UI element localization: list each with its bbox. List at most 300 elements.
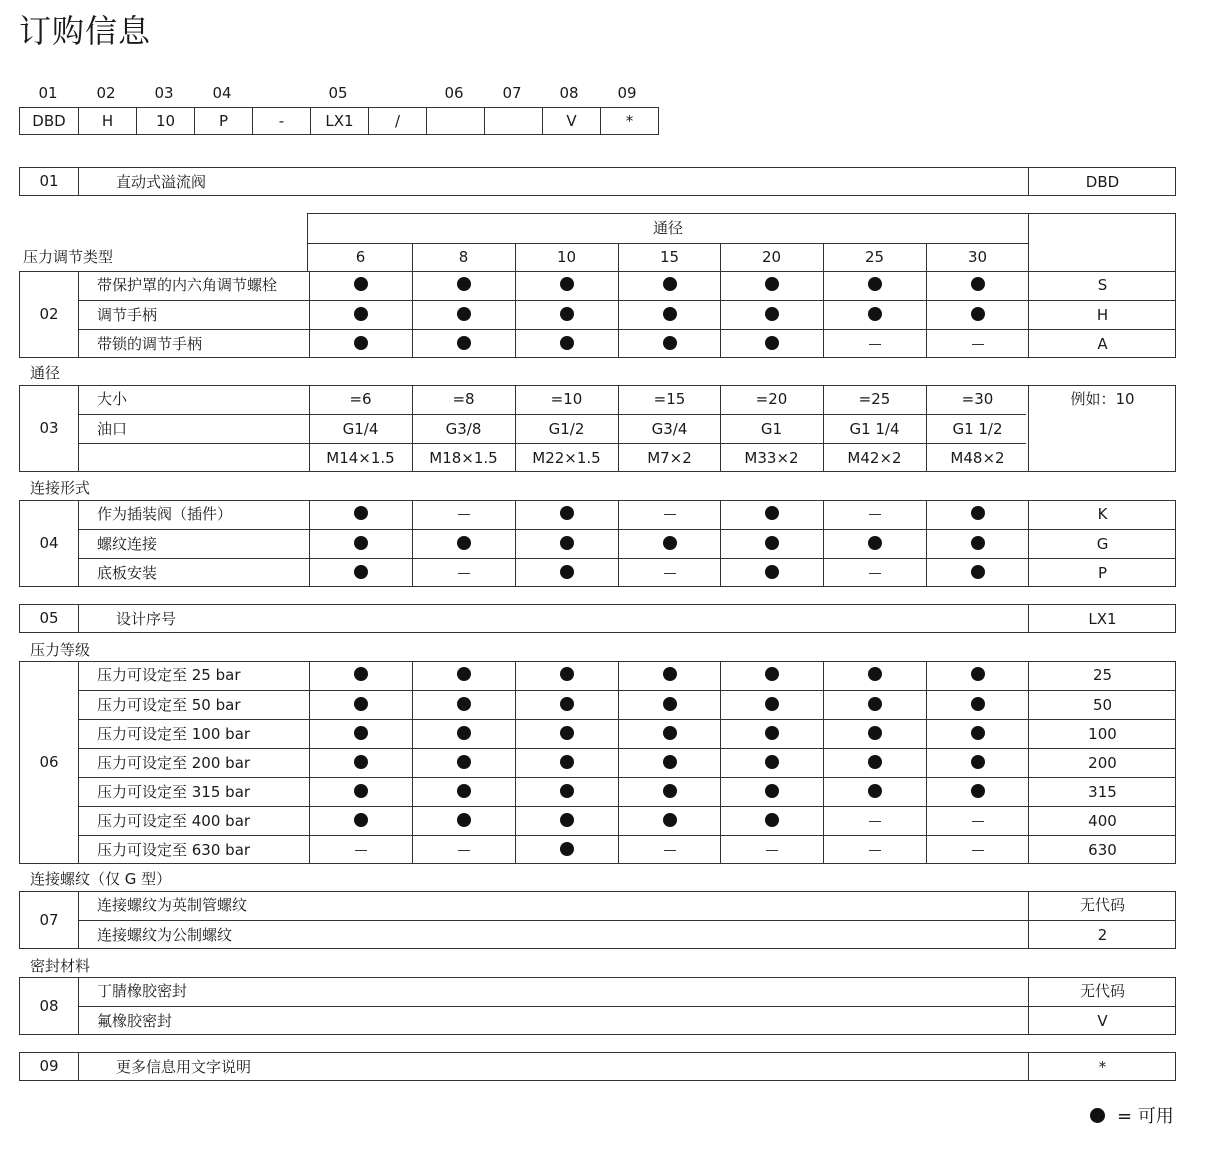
availability-cell — [515, 661, 618, 690]
section-number: 08 — [39, 997, 59, 1015]
available-dot-icon — [868, 667, 882, 681]
available-dot-icon — [971, 506, 985, 520]
available-dot-icon — [765, 755, 779, 769]
section-number: 01 — [39, 172, 59, 190]
order-code-value: DBD — [1085, 173, 1120, 191]
available-dot-icon — [971, 726, 985, 740]
order-code-value: P — [1097, 564, 1108, 582]
availability-cell — [412, 749, 515, 777]
option-label: 带锁的调节手柄 — [97, 335, 203, 353]
option-label: 油口 — [97, 420, 128, 438]
order-code-row — [19, 107, 659, 135]
section-s03 — [19, 385, 1176, 472]
available-dot-icon — [457, 667, 471, 681]
availability-cell — [618, 836, 721, 864]
available-dot-icon — [354, 277, 368, 291]
available-dot-icon — [457, 697, 471, 711]
order-code-value: K — [1097, 505, 1108, 523]
available-dot-icon — [560, 842, 574, 856]
availability-cell — [515, 559, 618, 587]
availability-cell — [926, 691, 1029, 719]
availability-cell — [618, 559, 721, 587]
unavailable-dash — [869, 514, 881, 515]
availability-cell — [412, 661, 515, 690]
availability-cell — [823, 749, 926, 777]
diameter-value: M7×2 — [647, 449, 692, 467]
table-row — [78, 414, 1026, 443]
availability-cell — [823, 661, 926, 690]
available-dot-icon — [971, 697, 985, 711]
diameter-value: =20 — [755, 390, 788, 408]
available-dot-icon — [354, 697, 368, 711]
availability-cell — [926, 559, 1029, 587]
available-dot-icon — [765, 813, 779, 827]
diameter-value: M18×1.5 — [429, 449, 498, 467]
section-heading: 密封材料 — [30, 957, 91, 975]
size-header: 20 — [761, 248, 782, 266]
availability-cell — [823, 301, 926, 329]
available-dot-icon — [457, 307, 471, 321]
available-dot-icon — [971, 565, 985, 579]
availability-cell — [412, 836, 515, 864]
availability-cell — [309, 836, 412, 864]
availability-cell — [618, 691, 721, 719]
available-dot-icon — [354, 506, 368, 520]
diameter-value: M33×2 — [744, 449, 799, 467]
diameter-value: =15 — [653, 390, 686, 408]
code-position-01: 01 — [38, 84, 58, 102]
table-row — [78, 1006, 1175, 1035]
availability-cell — [926, 836, 1029, 864]
section-number: 03 — [39, 419, 59, 437]
available-dot-icon — [663, 755, 677, 769]
code-position-04: 04 — [212, 84, 232, 102]
code-box: LX1 — [310, 108, 368, 134]
option-label: 丁腈橡胶密封 — [97, 982, 188, 1000]
available-dot-icon — [663, 277, 677, 291]
availability-cell — [309, 500, 412, 529]
availability-cell — [515, 330, 618, 358]
availability-cell — [720, 559, 823, 587]
option-label: 压力可设定至 630 bar — [97, 841, 251, 859]
available-dot-icon — [560, 536, 574, 550]
diameter-value: =30 — [961, 390, 994, 408]
available-dot-icon — [868, 784, 882, 798]
available-dot-icon — [868, 536, 882, 550]
availability-cell — [926, 778, 1029, 806]
section-s08 — [19, 977, 1176, 1035]
section-s06 — [19, 661, 1176, 864]
code-box — [484, 108, 542, 134]
available-dot-icon — [765, 726, 779, 740]
order-code-value: 无代码 — [1079, 896, 1125, 914]
diameter-value: M42×2 — [847, 449, 902, 467]
available-dot-icon — [560, 336, 574, 350]
code-box: V — [542, 108, 600, 134]
order-code-value: V — [1097, 1012, 1108, 1030]
table-row — [78, 719, 1175, 748]
code-box: H — [78, 108, 136, 134]
diameter-value: =25 — [858, 390, 891, 408]
availability-cell — [515, 720, 618, 748]
code-position-03: 03 — [154, 84, 174, 102]
option-label: 带保护罩的内六角调节螺栓 — [97, 276, 278, 294]
section-heading: 通径 — [30, 364, 61, 382]
available-dot-icon — [560, 784, 574, 798]
section-number: 06 — [39, 753, 59, 771]
available-dot-icon — [765, 697, 779, 711]
section-number: 07 — [39, 911, 59, 929]
availability-cell — [309, 301, 412, 329]
available-dot-icon — [457, 536, 471, 550]
available-dot-icon — [560, 813, 574, 827]
diameter-value: G1 1/2 — [952, 420, 1003, 438]
option-label: 作为插装阀（插件） — [97, 505, 233, 523]
availability-cell — [515, 530, 618, 558]
unavailable-dash — [458, 573, 470, 574]
option-label: 压力可设定至 315 bar — [97, 783, 251, 801]
available-dot-icon — [663, 784, 677, 798]
available-dot-icon — [560, 506, 574, 520]
available-dot-icon — [663, 697, 677, 711]
availability-cell — [720, 807, 823, 835]
availability-cell — [618, 330, 721, 358]
code-box — [426, 108, 484, 134]
section-s01 — [19, 167, 1176, 196]
available-dot-icon — [354, 667, 368, 681]
available-dot-icon — [560, 667, 574, 681]
available-dot-icon — [765, 307, 779, 321]
availability-cell — [618, 720, 721, 748]
available-dot-icon — [354, 813, 368, 827]
available-dot-icon — [971, 536, 985, 550]
page-title: 订购信息 — [19, 12, 152, 50]
available-dot-icon — [765, 565, 779, 579]
section-s05 — [19, 604, 1176, 633]
availability-cell — [926, 661, 1029, 690]
table-row — [78, 835, 1175, 864]
availability-cell — [618, 778, 721, 806]
order-code-value: 2 — [1097, 926, 1108, 944]
availability-cell — [412, 807, 515, 835]
option-label: 压力可设定至 25 bar — [97, 666, 241, 684]
availability-cell — [309, 661, 412, 690]
size-header: 25 — [864, 248, 885, 266]
available-dot-icon — [1090, 1108, 1105, 1123]
availability-cell — [926, 500, 1029, 529]
available-dot-icon — [971, 784, 985, 798]
diameter-value: =8 — [452, 390, 475, 408]
option-label: 压力可设定至 50 bar — [97, 696, 241, 714]
order-code-value: LX1 — [1088, 610, 1117, 628]
available-dot-icon — [354, 307, 368, 321]
size-header: 8 — [458, 248, 469, 266]
option-label: 氟橡胶密封 — [97, 1012, 173, 1030]
diameter-value: M14×1.5 — [326, 449, 395, 467]
available-dot-icon — [868, 307, 882, 321]
option-label: 螺纹连接 — [97, 535, 158, 553]
option-label: 调节手柄 — [97, 306, 158, 324]
availability-cell — [412, 530, 515, 558]
availability-cell — [309, 720, 412, 748]
diameter-value: =6 — [349, 390, 372, 408]
diameter-value: G3/4 — [651, 420, 688, 438]
availability-cell — [926, 720, 1029, 748]
diameter-value: =10 — [550, 390, 583, 408]
availability-cell — [309, 807, 412, 835]
code-box: - — [252, 108, 310, 134]
availability-cell — [720, 530, 823, 558]
diameter-header-label: 通径 — [652, 219, 683, 237]
unavailable-dash — [972, 821, 984, 822]
availability-cell — [926, 530, 1029, 558]
availability-cell — [823, 500, 926, 529]
code-box: P — [194, 108, 252, 134]
unavailable-dash — [869, 573, 881, 574]
option-label: 大小 — [97, 390, 128, 408]
unavailable-dash — [458, 514, 470, 515]
available-dot-icon — [663, 667, 677, 681]
availability-cell — [412, 301, 515, 329]
table-row — [78, 558, 1175, 587]
diameter-value: G1 1/4 — [849, 420, 900, 438]
diameter-header — [307, 213, 1176, 272]
order-code-value: 315 — [1088, 783, 1117, 801]
availability-cell — [926, 807, 1029, 835]
availability-cell — [720, 301, 823, 329]
table-row — [78, 329, 1175, 358]
available-dot-icon — [868, 697, 882, 711]
availability-cell — [618, 301, 721, 329]
available-dot-icon — [765, 277, 779, 291]
availability-cell — [618, 271, 721, 300]
availability-cell — [515, 749, 618, 777]
availability-cell — [926, 749, 1029, 777]
availability-cell — [823, 330, 926, 358]
available-dot-icon — [765, 784, 779, 798]
available-dot-icon — [560, 697, 574, 711]
available-dot-icon — [560, 565, 574, 579]
availability-cell — [720, 691, 823, 719]
size-header: 6 — [355, 248, 366, 266]
order-code-value: H — [1096, 306, 1109, 324]
available-dot-icon — [971, 755, 985, 769]
availability-cell — [823, 559, 926, 587]
availability-cell — [309, 559, 412, 587]
availability-cell — [720, 720, 823, 748]
available-dot-icon — [560, 307, 574, 321]
available-dot-icon — [354, 536, 368, 550]
diameter-value: G3/8 — [445, 420, 482, 438]
availability-cell — [720, 749, 823, 777]
available-dot-icon — [971, 307, 985, 321]
available-dot-icon — [765, 336, 779, 350]
availability-cell — [823, 836, 926, 864]
availability-cell — [309, 330, 412, 358]
code-position-05: 05 — [328, 84, 348, 102]
availability-cell — [823, 530, 926, 558]
option-label: 连接螺纹为英制管螺纹 — [97, 896, 248, 914]
availability-cell — [720, 778, 823, 806]
section-heading: 连接形式 — [30, 479, 91, 497]
availability-cell — [515, 778, 618, 806]
section-s07 — [19, 891, 1176, 949]
section-heading: 连接螺纹（仅 G 型） — [30, 870, 172, 888]
order-code-value: A — [1097, 335, 1108, 353]
diameter-value: M48×2 — [950, 449, 1005, 467]
availability-cell — [823, 271, 926, 300]
table-row — [78, 777, 1175, 806]
grid-line — [78, 168, 79, 195]
table-row — [78, 529, 1175, 558]
unavailable-dash — [869, 821, 881, 822]
option-label: 设计序号 — [116, 610, 177, 628]
unavailable-dash — [664, 573, 676, 574]
unavailable-dash — [869, 344, 881, 345]
availability-cell — [926, 271, 1029, 300]
available-dot-icon — [354, 784, 368, 798]
section-heading: 压力等级 — [30, 641, 91, 659]
available-dot-icon — [457, 813, 471, 827]
option-label: 压力可设定至 200 bar — [97, 754, 251, 772]
availability-cell — [515, 691, 618, 719]
table-row — [78, 891, 1175, 920]
code-position-07: 07 — [502, 84, 522, 102]
availability-cell — [926, 330, 1029, 358]
available-dot-icon — [354, 755, 368, 769]
availability-cell — [618, 749, 721, 777]
availability-cell — [618, 500, 721, 529]
option-label: 底板安装 — [97, 564, 158, 582]
available-dot-icon — [765, 536, 779, 550]
option-label: 压力可设定至 100 bar — [97, 725, 251, 743]
section-number: 04 — [39, 534, 59, 552]
availability-cell — [720, 661, 823, 690]
order-code-value: 例如：10 — [1070, 390, 1135, 408]
table-row — [78, 300, 1175, 329]
diameter-value: G1/2 — [548, 420, 585, 438]
available-dot-icon — [663, 336, 677, 350]
code-position-08: 08 — [559, 84, 579, 102]
code-position-02: 02 — [96, 84, 116, 102]
code-position-09: 09 — [617, 84, 637, 102]
available-dot-icon — [457, 784, 471, 798]
availability-cell — [412, 778, 515, 806]
table-row — [78, 690, 1175, 719]
available-dot-icon — [868, 277, 882, 291]
availability-cell — [720, 836, 823, 864]
available-dot-icon — [765, 667, 779, 681]
code-box: 10 — [136, 108, 194, 134]
available-dot-icon — [663, 726, 677, 740]
availability-cell — [823, 691, 926, 719]
table-row — [78, 661, 1175, 690]
order-code-value: * — [1098, 1058, 1107, 1076]
order-code-value: G — [1096, 535, 1109, 553]
availability-cell — [309, 271, 412, 300]
order-code-value: 400 — [1088, 812, 1117, 830]
table-row — [78, 806, 1175, 835]
availability-cell — [515, 836, 618, 864]
availability-cell — [515, 807, 618, 835]
section-s09 — [19, 1052, 1176, 1081]
table-row — [78, 443, 1026, 472]
size-header: 10 — [556, 248, 577, 266]
size-header: 15 — [659, 248, 680, 266]
available-dot-icon — [457, 277, 471, 291]
order-code-value: 50 — [1092, 696, 1113, 714]
table-row — [78, 920, 1175, 949]
availability-cell — [412, 330, 515, 358]
size-header: 30 — [967, 248, 988, 266]
available-dot-icon — [457, 726, 471, 740]
legend-text: = 可用 — [1117, 1106, 1174, 1127]
order-code-value: 630 — [1088, 841, 1117, 859]
order-code-value: 100 — [1088, 725, 1117, 743]
available-dot-icon — [971, 667, 985, 681]
availability-cell — [515, 500, 618, 529]
available-dot-icon — [971, 277, 985, 291]
table-row — [78, 500, 1175, 529]
available-dot-icon — [354, 726, 368, 740]
availability-cell — [618, 661, 721, 690]
availability-cell — [823, 778, 926, 806]
unavailable-dash — [664, 514, 676, 515]
available-dot-icon — [663, 813, 677, 827]
section-number: 05 — [39, 609, 59, 627]
section-number: 09 — [39, 1057, 59, 1075]
available-dot-icon — [663, 307, 677, 321]
availability-cell — [309, 749, 412, 777]
order-code-value: S — [1097, 276, 1108, 294]
availability-cell — [412, 559, 515, 587]
diameter-value: G1/4 — [342, 420, 379, 438]
availability-cell — [412, 720, 515, 748]
code-box: / — [368, 108, 426, 134]
available-dot-icon — [765, 506, 779, 520]
section-heading: 压力调节类型 — [23, 248, 114, 266]
diameter-value: G1 — [760, 420, 783, 438]
availability-cell — [720, 271, 823, 300]
grid-line — [78, 1053, 79, 1080]
availability-cell — [412, 691, 515, 719]
unavailable-dash — [972, 850, 984, 851]
unavailable-dash — [766, 850, 778, 851]
availability-cell — [412, 271, 515, 300]
available-dot-icon — [663, 536, 677, 550]
availability-cell — [309, 530, 412, 558]
option-label: 直动式溢流阀 — [116, 173, 207, 191]
unavailable-dash — [664, 850, 676, 851]
section-number: 02 — [39, 305, 59, 323]
code-box: * — [600, 108, 658, 134]
order-code-value: 200 — [1088, 754, 1117, 772]
available-dot-icon — [457, 336, 471, 350]
available-dot-icon — [354, 565, 368, 579]
unavailable-dash — [458, 850, 470, 851]
availability-cell — [926, 301, 1029, 329]
availability-cell — [823, 720, 926, 748]
availability-cell — [823, 807, 926, 835]
code-box: DBD — [32, 112, 66, 130]
table-row — [78, 977, 1175, 1006]
option-label: 压力可设定至 400 bar — [97, 812, 251, 830]
order-code-value: 无代码 — [1079, 982, 1125, 1000]
legend — [1090, 1102, 1174, 1128]
available-dot-icon — [354, 336, 368, 350]
code-position-06: 06 — [444, 84, 464, 102]
available-dot-icon — [560, 277, 574, 291]
